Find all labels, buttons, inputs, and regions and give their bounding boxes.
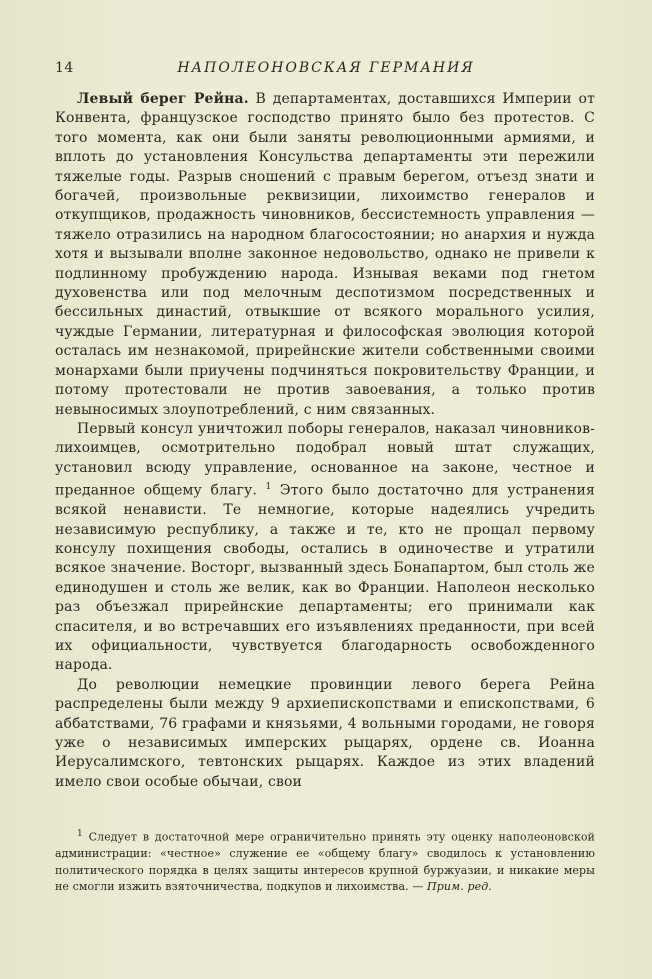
section-lead-heading: Левый берег Рейна. — [77, 91, 249, 107]
footnote-text: Следует в достаточной мере ограничительно принять эту оценку наполеоновской администрации: «честное» служение ее «общему благу» сводилось к установлению политического порядка в целях защиты интересов крупной буржуазии, и никакие меры не смогли изжить взяточничества, подкупов и лихоимства. — — [55, 830, 595, 894]
paragraph-text: Первый консул уничтожил поборы генералов, наказал чиновников-лихоимцев, осмотрительно подобрал новый штат служащих, установил всюду управление, основанное на законе, честное и преданное общему благу. — [55, 420, 595, 499]
page-header — [55, 60, 597, 82]
paragraph-text: Этого было достаточно для устранения всякой ненависти. Те немногие, которые надеялись учредить независимую республику, а также и те, кто не прощал первому консулу похищения свободы, остались в одиночестве и утратили всякое значение. Восторг, вызванный здесь Бонапартом, был столь же единодушен и столь же велик, как во Франции. Наполеон несколько раз объезжал прирейнские департаменты; его принимали как спасителя, и во встречавших его изъявлениях преданности, при всей их официальности, чувствуется благодарность освобожденного народа. — [55, 482, 596, 674]
footnote — [55, 826, 595, 896]
footnote-area — [55, 826, 595, 896]
paragraph — [55, 420, 595, 676]
footnote-signature: Прим. ред. — [427, 880, 492, 894]
running-title: НАПОЛЕОНОВСКАЯ ГЕРМАНИЯ — [177, 60, 475, 76]
paragraph — [55, 90, 595, 420]
paragraph — [55, 676, 595, 792]
main-text — [55, 90, 595, 792]
footnote-number: 1 — [77, 829, 83, 839]
page-number: 14 — [55, 60, 74, 76]
paragraph-text: До революции немецкие провинции левого берега Рейна распределены были между 9 архиепископствами и епископствами, 6 аббатствами, 76 графами и князьями, 4 вольными городами, не говоря уже о независимых имперских рыцарях, ордене св. Иоанна Иерусалимского, тевтонских рыцарях. Каждое из этих владений имело свои особые обычаи, свои — [55, 676, 595, 790]
paragraph-text: В департаментах, доставшихся Империи от Конвента, французское господство принято было без протестов. С того момента, как они были заняты революционными армиями, и вплоть до установления Консульства департаменты эти пережили тяжелые годы. Разрыв сношений с правым берегом, отъезд знати и богачей, произвольные реквизиции, лихоимство генералов и откупщиков, продажность чиновников, бессистемность управления — тяжело отразились на народном благосостоянии; но анархия и нужда хотя и вызывали вполне законное недовольство, однако не привели к подлинному пробуждению народа. Изнывая веками под гнетом духовенства или под мелочным деспотизмом посредственных и бессильных династий, отвыкшие от всякого морального усилия, чуждые Германии, литературная и философская эволюция которой осталась им незнакомой, прирейнские жители собственными своими монархами были приучены подчиняться покровительству Франции, и потому протестовали не против завоевания, а только против невыносимых злоупотреблений, с ним связанных. — [55, 91, 595, 418]
footnote-reference: 1 — [265, 482, 272, 493]
